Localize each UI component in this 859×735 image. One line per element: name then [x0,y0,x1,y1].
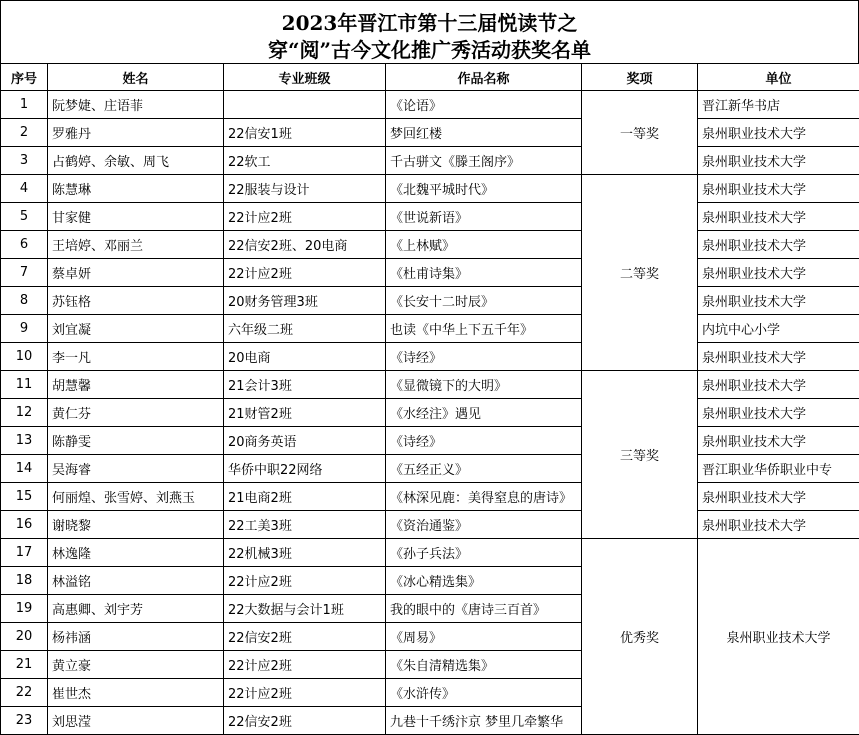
header-no: 序号 [1,64,48,91]
winner-name: 罗雅丹 [48,119,224,147]
class-name: 22机械3班 [224,539,386,567]
work-title: 《论语》 [386,91,582,119]
class-name: 20商务英语 [224,427,386,455]
winner-name: 陈慧琳 [48,175,224,203]
table-row [1,119,859,147]
unit-name: 泉州职业技术大学 [698,231,859,259]
row-number: 9 [1,315,48,343]
row-number: 16 [1,511,48,539]
unit-name: 泉州职业技术大学 [698,147,859,175]
winner-name: 黄立豪 [48,651,224,679]
unit-name: 内坑中心小学 [698,315,859,343]
unit-name-merged: 泉州职业技术大学 [698,539,859,735]
header-row [1,64,859,91]
row-number: 2 [1,119,48,147]
title-block [0,0,859,64]
table-row [1,371,859,399]
class-name: 21财管2班 [224,399,386,427]
work-title: 《周易》 [386,623,582,651]
table-row [1,315,859,343]
work-title: 《水浒传》 [386,679,582,707]
unit-name: 泉州职业技术大学 [698,259,859,287]
row-number: 6 [1,231,48,259]
class-name: 22计应2班 [224,567,386,595]
winner-name: 胡慧馨 [48,371,224,399]
unit-name: 泉州职业技术大学 [698,175,859,203]
work-title: 《显微镜下的大明》 [386,371,582,399]
work-title: 《杜甫诗集》 [386,259,582,287]
winner-name: 林溢铭 [48,567,224,595]
work-title: 《诗经》 [386,427,582,455]
table-row [1,203,859,231]
header-unit: 单位 [698,64,859,91]
unit-name: 泉州职业技术大学 [698,427,859,455]
winner-name: 何丽煌、张雪婷、刘燕玉 [48,483,224,511]
header-award: 奖项 [582,64,698,91]
class-name: 22信安1班 [224,119,386,147]
class-name: 22信安2班、20电商 [224,231,386,259]
row-number: 20 [1,623,48,651]
work-title: 《水经注》遇见 [386,399,582,427]
table-row [1,343,859,371]
class-name: 20财务管理3班 [224,287,386,315]
unit-name: 泉州职业技术大学 [698,511,859,539]
table-row [1,483,859,511]
class-name: 20电商 [224,343,386,371]
table-row [1,455,859,483]
winner-name: 王培婷、邓丽兰 [48,231,224,259]
class-name: 22信安2班 [224,707,386,735]
row-number: 1 [1,91,48,119]
winner-name: 杨祎涵 [48,623,224,651]
unit-name: 晋江职业华侨职业中专 [698,455,859,483]
row-number: 17 [1,539,48,567]
unit-name: 泉州职业技术大学 [698,287,859,315]
award-level: 二等奖 [582,175,698,371]
row-number: 21 [1,651,48,679]
row-number: 18 [1,567,48,595]
class-name: 22计应2班 [224,259,386,287]
unit-name: 泉州职业技术大学 [698,343,859,371]
row-number: 7 [1,259,48,287]
row-number: 14 [1,455,48,483]
work-title: 《资治通鉴》 [386,511,582,539]
class-name: 21会计3班 [224,371,386,399]
work-title: 《长安十二时辰》 [386,287,582,315]
winner-name: 占鹤婷、余敏、周飞 [48,147,224,175]
work-title: 我的眼中的《唐诗三百首》 [386,595,582,623]
class-name: 22计应2班 [224,679,386,707]
winner-name: 蔡卓妍 [48,259,224,287]
work-title: 《诗经》 [386,343,582,371]
winner-name: 高惠卿、刘宇芳 [48,595,224,623]
row-number: 12 [1,399,48,427]
table-row [1,427,859,455]
table-row [1,231,859,259]
work-title: 《世说新语》 [386,203,582,231]
unit-name: 泉州职业技术大学 [698,399,859,427]
class-name: 22软工 [224,147,386,175]
row-number: 4 [1,175,48,203]
unit-name: 泉州职业技术大学 [698,119,859,147]
class-name: 六年级二班 [224,315,386,343]
header-work: 作品名称 [386,64,582,91]
class-name: 22信安2班 [224,623,386,651]
row-number: 15 [1,483,48,511]
work-title: 《北魏平城时代》 [386,175,582,203]
class-name: 华侨中职22网络 [224,455,386,483]
class-name: 22大数据与会计1班 [224,595,386,623]
work-title: 千古骈文《滕王阁序》 [386,147,582,175]
title-line-1: 2023年晋江市第十三届悦读节之 [1,7,858,36]
table-row [1,147,859,175]
table-body [1,91,859,735]
work-title: 《上林赋》 [386,231,582,259]
table-row [1,91,859,119]
work-title: 《朱自清精选集》 [386,651,582,679]
winner-name: 刘宜凝 [48,315,224,343]
unit-name: 晋江新华书店 [698,91,859,119]
header-name: 姓名 [48,64,224,91]
award-level: 优秀奖 [582,539,698,735]
row-number: 11 [1,371,48,399]
winner-name: 李一凡 [48,343,224,371]
class-name: 21电商2班 [224,483,386,511]
table-row [1,175,859,203]
row-number: 22 [1,679,48,707]
class-name: 22工美3班 [224,511,386,539]
winner-name: 吴海睿 [48,455,224,483]
row-number: 10 [1,343,48,371]
table-row [1,259,859,287]
work-title: 梦回红楼 [386,119,582,147]
header-class: 专业班级 [224,64,386,91]
award-table [0,63,859,735]
winner-name: 谢晓黎 [48,511,224,539]
table-row [1,511,859,539]
winner-name: 崔世杰 [48,679,224,707]
winner-name: 林逸隆 [48,539,224,567]
unit-name: 泉州职业技术大学 [698,483,859,511]
work-title: 《冰心精选集》 [386,567,582,595]
class-name: 22计应2班 [224,651,386,679]
class-name: 22计应2班 [224,203,386,231]
winner-name: 甘家健 [48,203,224,231]
table-row [1,399,859,427]
award-level: 三等奖 [582,371,698,539]
table-row [1,539,859,567]
work-title: 《孙子兵法》 [386,539,582,567]
title-line-2: 穿“阅”古今文化推广秀活动获奖名单 [1,34,858,63]
unit-name: 泉州职业技术大学 [698,203,859,231]
row-number: 3 [1,147,48,175]
class-name: 22服装与设计 [224,175,386,203]
winner-name: 黄仁芬 [48,399,224,427]
row-number: 5 [1,203,48,231]
row-number: 8 [1,287,48,315]
table-row [1,287,859,315]
work-title: 九巷十千绣汴京 梦里几牵繁华 [386,707,582,735]
row-number: 13 [1,427,48,455]
unit-name: 泉州职业技术大学 [698,371,859,399]
row-number: 19 [1,595,48,623]
work-title: 《五经正义》 [386,455,582,483]
winner-name: 阮梦婕、庄语菲 [48,91,224,119]
award-level: 一等奖 [582,91,698,175]
row-number: 23 [1,707,48,735]
winner-name: 陈静雯 [48,427,224,455]
winner-name: 刘思滢 [48,707,224,735]
work-title: 也读《中华上下五千年》 [386,315,582,343]
winner-name: 苏钰格 [48,287,224,315]
work-title: 《林深见鹿：美得窒息的唐诗》 [386,483,582,511]
class-name [224,91,386,119]
